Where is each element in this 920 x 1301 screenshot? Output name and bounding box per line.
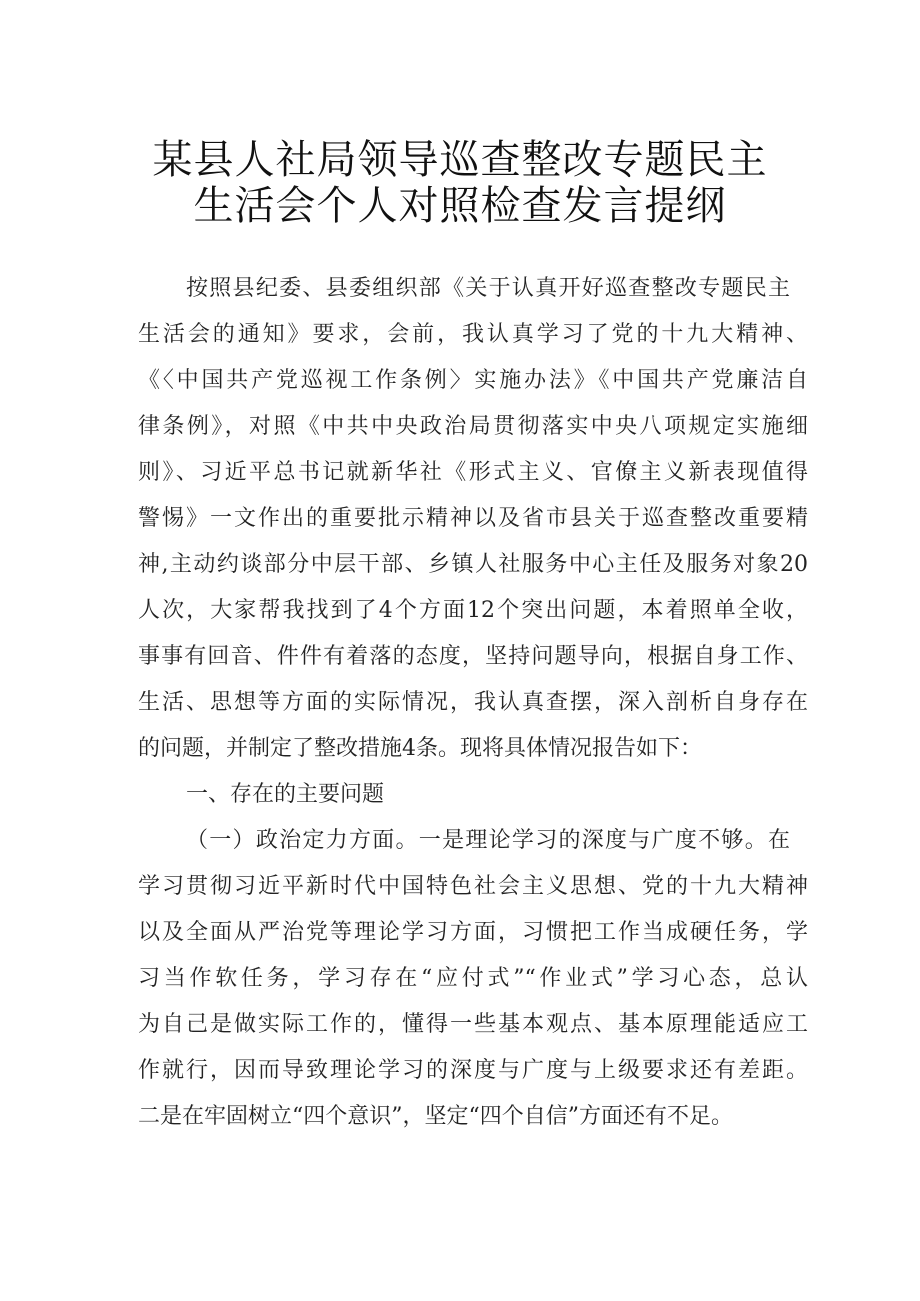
document-title-line-2: 生活会个人对照检查发言提纲	[193, 183, 727, 229]
paragraph-2-line-3: 以及全面从严治党等理论学习方面，习惯把工作当成硬任务，学	[138, 920, 808, 945]
paragraph-1-line-9: 事事有回音、件件有着落的态度，坚持问题导向，根据自身工作、	[138, 644, 808, 669]
paragraph-1-line-2: 生活会的通知》要求，会前，我认真学习了党的十九大精神、	[138, 322, 808, 347]
paragraph-2-line-2: 学习贯彻习近平新时代中国特色社会主义思想、党的十九大精神	[138, 874, 808, 899]
paragraph-2-line-4: 习当作软任务，学习存在“应付式”“作业式”学习心态，总认	[138, 966, 808, 991]
paragraph-1-line-7: 神,主动约谈部分中层干部、乡镇人社服务中心主任及服务对象20	[138, 552, 808, 577]
paragraph-1-line-11: 的问题，并制定了整改措施4条。现将具体情况报告如下：	[138, 736, 702, 761]
paragraph-1-line-1: 按照县纪委、县委组织部《关于认真开好巡查整改专题民主	[186, 276, 790, 301]
paragraph-2-line-6: 作就行，因而导致理论学习的深度与广度与上级要求还有差距。	[138, 1058, 808, 1083]
paragraph-1-line-6: 警惕》一文作出的重要批示精神以及省市县关于巡查整改重要精	[138, 506, 808, 531]
paragraph-2-line-7: 二是在牢固树立“四个意识”，坚定“四个自信”方面还有不足。	[138, 1104, 733, 1129]
paragraph-1-line-5: 则》、习近平总书记就新华社《形式主义、官僚主义新表现值得	[138, 460, 808, 485]
paragraph-1-line-4: 律条例》，对照《中共中央政治局贯彻落实中央八项规定实施细	[138, 414, 808, 439]
paragraph-2-line-1: （一）政治定力方面。一是理论学习的深度与广度不够。在	[186, 828, 790, 853]
section-heading: 一、存在的主要问题	[186, 782, 385, 807]
paragraph-1-line-3: 《〈中国共产党巡视工作条例〉实施办法》《中国共产党廉洁自	[138, 368, 808, 393]
paragraph-2-line-5: 为自己是做实际工作的，懂得一些基本观点、基本原理能适应工	[138, 1012, 808, 1037]
paragraph-1-line-8: 人次，大家帮我找到了4个方面12个突出问题，本着照单全收，	[138, 598, 808, 623]
paragraph-1-line-10: 生活、思想等方面的实际情况，我认真查摆，深入剖析自身存在	[138, 690, 808, 715]
document-title-line-1: 某县人社局领导巡查整改专题民主	[152, 137, 768, 183]
